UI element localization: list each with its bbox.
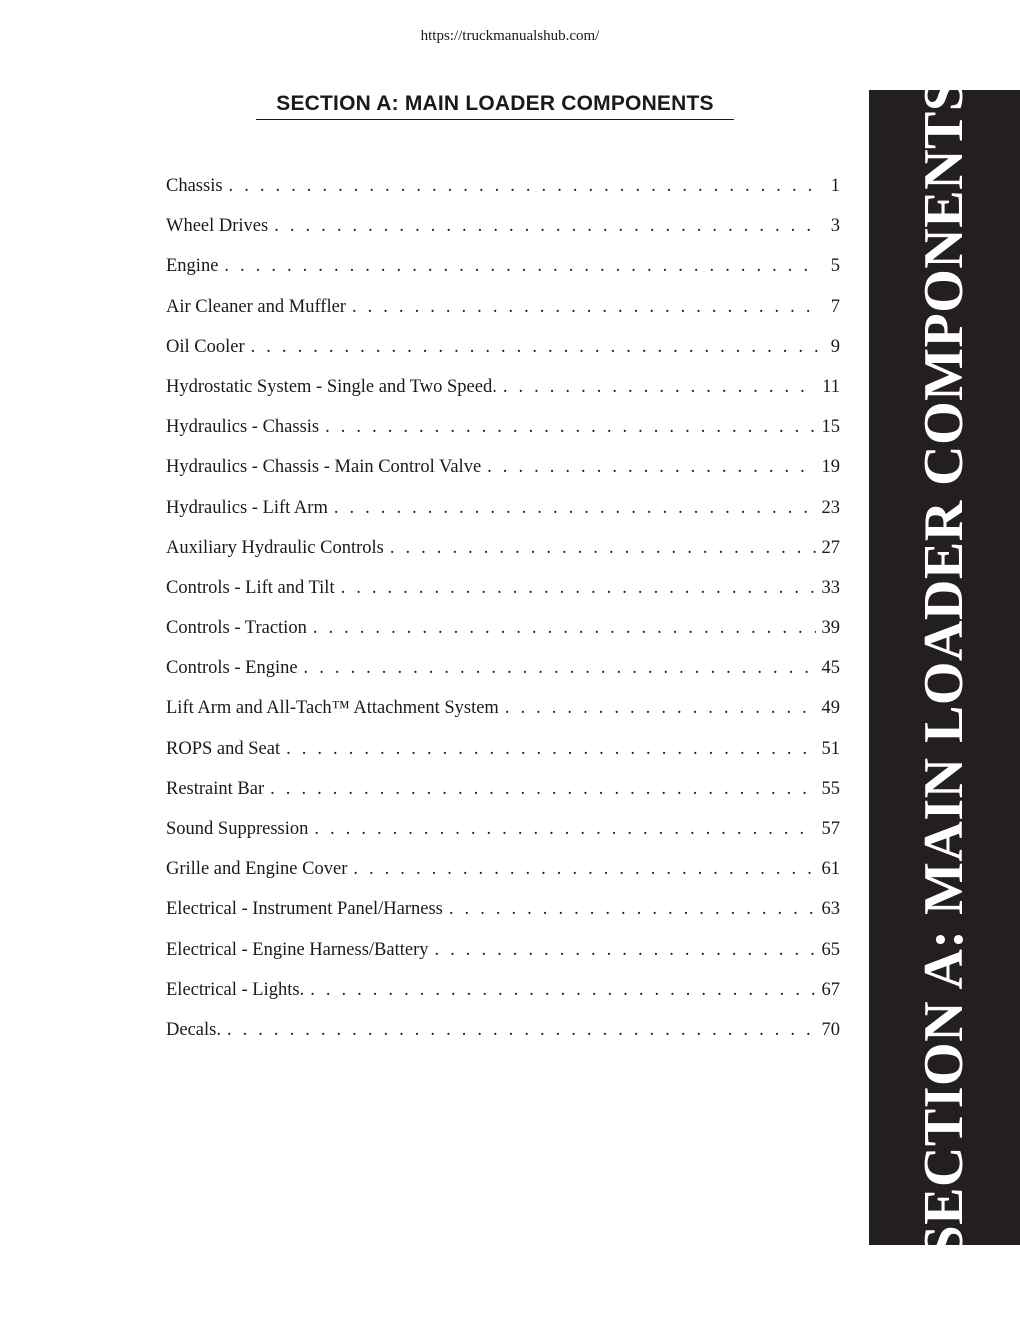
toc-leader-dots (310, 980, 815, 1001)
toc-entry-page: 11 (822, 376, 840, 397)
toc-leader-dots (334, 498, 816, 519)
toc-leader-dots (353, 859, 815, 880)
toc-entry-page: 55 (821, 778, 840, 799)
toc-entry-label: Sound Suppression (166, 819, 309, 839)
toc-entry-page: 9 (830, 336, 840, 357)
toc-entry[interactable] (166, 618, 840, 658)
toc-leader-dots (487, 457, 815, 478)
toc-entry-page: 65 (821, 939, 840, 960)
toc-leader-dots (352, 297, 820, 318)
toc-leader-dots (341, 578, 816, 599)
toc-entry-page: 5 (830, 256, 840, 277)
toc-entry-label: Electrical - Lights. (166, 979, 305, 1000)
toc-entry-page: 70 (821, 1019, 840, 1040)
toc-entry[interactable] (166, 176, 840, 216)
toc-entry[interactable] (166, 498, 840, 538)
table-of-contents (166, 176, 840, 1060)
toc-entry-label: Restraint Bar (166, 778, 265, 799)
toc-leader-dots (270, 779, 815, 800)
toc-entry-page: 67 (821, 979, 840, 1000)
toc-entry-label: Oil Cooler (166, 336, 245, 357)
toc-entry[interactable] (166, 578, 840, 618)
section-side-tab (869, 79, 1020, 1257)
toc-leader-dots (286, 739, 815, 760)
toc-entry-page: 61 (821, 859, 840, 880)
toc-entry[interactable] (166, 417, 840, 457)
toc-entry-label: Grille and Engine Cover (166, 859, 348, 880)
toc-entry-page: 23 (821, 497, 840, 518)
toc-entry-page: 1 (830, 176, 840, 196)
toc-entry[interactable] (166, 980, 840, 1020)
toc-entry-label: Decals. (166, 1019, 221, 1040)
toc-entry[interactable] (166, 940, 840, 980)
toc-entry-page: 33 (821, 577, 840, 598)
toc-entry-page: 7 (830, 296, 840, 317)
toc-entry-page: 19 (821, 457, 840, 478)
toc-entry[interactable] (166, 698, 840, 738)
toc-entry-label: ROPS and Seat (166, 738, 281, 759)
toc-entry-label: Hydraulics - Chassis - Main Control Valve (166, 457, 482, 478)
toc-entry-label: Controls - Engine (166, 658, 298, 679)
toc-leader-dots (503, 377, 816, 398)
toc-entry[interactable] (166, 899, 840, 939)
toc-entry-label: Electrical - Instrument Panel/Harness (166, 899, 443, 920)
toc-entry-page: 15 (821, 417, 840, 438)
toc-entry[interactable] (166, 377, 840, 417)
toc-entry-label: Wheel Drives (166, 216, 269, 237)
toc-entry[interactable] (166, 1020, 840, 1060)
toc-entry-label: Air Cleaner and Muffler (166, 296, 346, 317)
toc-leader-dots (390, 538, 816, 559)
toc-leader-dots (224, 256, 820, 277)
toc-entry-page: 63 (821, 899, 840, 920)
source-url[interactable]: https://truckmanualshub.com/ (420, 28, 600, 44)
toc-entry-page: 49 (821, 698, 840, 719)
toc-leader-dots (274, 216, 820, 237)
toc-entry[interactable] (166, 297, 840, 337)
toc-entry-page: 39 (821, 618, 840, 639)
toc-entry[interactable] (166, 819, 840, 859)
toc-entry-page: 57 (821, 819, 840, 839)
toc-entry-page: 27 (821, 537, 840, 558)
toc-entry[interactable] (166, 457, 840, 497)
toc-entry-page: 51 (821, 738, 840, 759)
toc-entry-label: Electrical - Engine Harness/Battery (166, 939, 429, 960)
section-side-tab-label: SECTION A: MAIN LOADER COMPONENTS (913, 79, 975, 1257)
toc-entry-page: 3 (830, 216, 840, 237)
toc-entry-page: 45 (821, 658, 840, 679)
toc-entry-label: Hydraulics - Chassis (166, 417, 320, 438)
toc-leader-dots (251, 337, 820, 358)
toc-leader-dots (227, 1020, 816, 1041)
toc-entry-label: Engine (166, 256, 219, 277)
toc-entry-label: Controls - Lift and Tilt (166, 577, 335, 598)
toc-leader-dots (325, 417, 815, 438)
toc-entry-label: Chassis (166, 176, 223, 196)
toc-entry[interactable] (166, 739, 840, 779)
toc-leader-dots (304, 658, 816, 679)
toc-entry[interactable] (166, 538, 840, 578)
toc-entry[interactable] (166, 256, 840, 296)
toc-leader-dots (505, 698, 816, 719)
toc-leader-dots (229, 176, 820, 197)
toc-leader-dots (313, 618, 816, 639)
toc-entry-label: Hydraulics - Lift Arm (166, 497, 328, 518)
toc-entry[interactable] (166, 337, 840, 377)
toc-entry[interactable] (166, 658, 840, 698)
toc-entry[interactable] (166, 779, 840, 819)
toc-entry-label: Auxiliary Hydraulic Controls (166, 537, 384, 558)
page-title: SECTION A: MAIN LOADER COMPONENTS (256, 92, 734, 120)
toc-leader-dots (449, 899, 816, 920)
toc-entry[interactable] (166, 859, 840, 899)
toc-entry[interactable] (166, 216, 840, 256)
toc-entry-label: Lift Arm and All-Tach™ Attachment System (166, 698, 499, 719)
toc-leader-dots (314, 819, 815, 840)
toc-entry-label: Hydrostatic System - Single and Two Speed. (166, 376, 497, 397)
toc-entry-label: Controls - Traction (166, 618, 307, 639)
toc-leader-dots (435, 940, 816, 961)
